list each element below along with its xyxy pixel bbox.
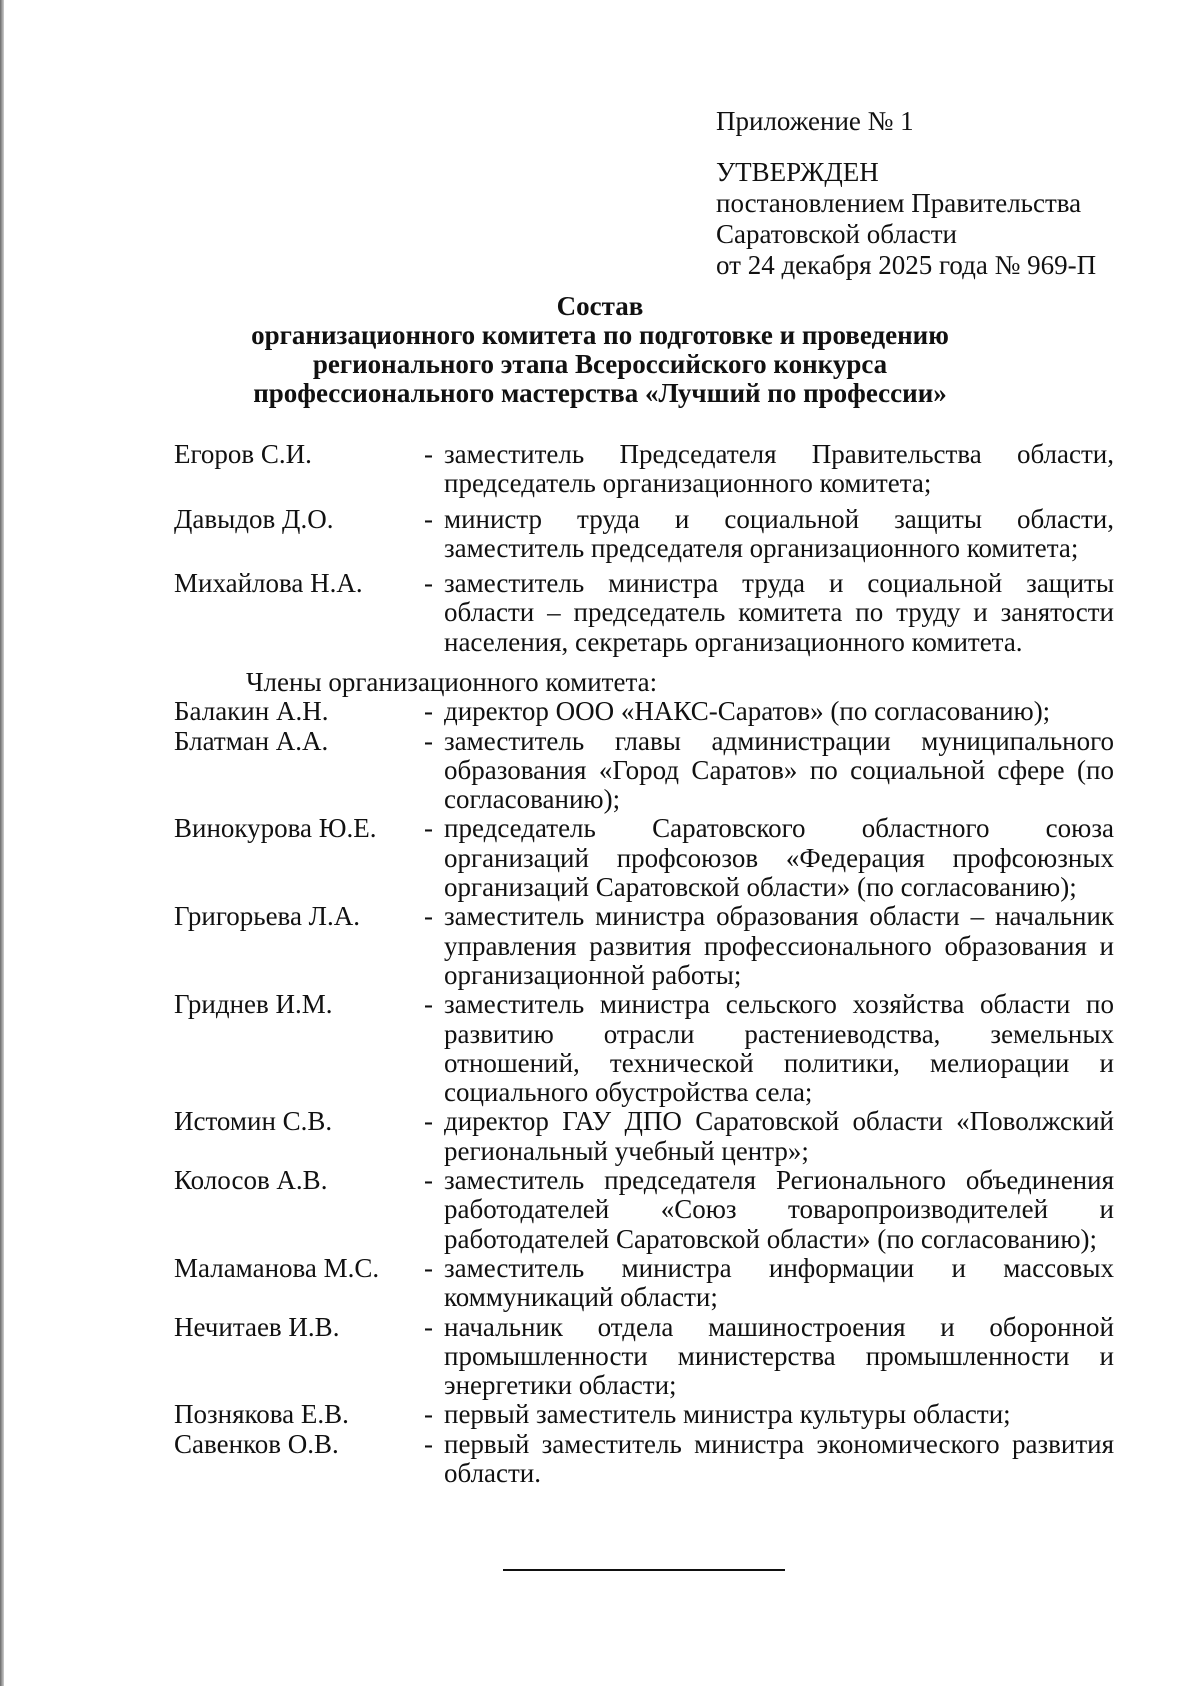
member-name: Винокурова Ю.Е.	[174, 813, 377, 844]
member-dash: -	[424, 1311, 433, 1342]
end-separator-line	[503, 1569, 785, 1571]
member-role: заместитель министра информации и массовых коммуникаций области;	[444, 1252, 1114, 1313]
member-name: Истомин С.В.	[174, 1106, 333, 1137]
member-name: Савенков О.В.	[174, 1428, 339, 1459]
member-role: первый заместитель министра экономического развития области.	[444, 1428, 1114, 1489]
member-role: председатель Саратовского областного союза организаций профсоюзов «Федерация профсоюзных организаций Саратовской области» (по согласованию);	[444, 813, 1114, 903]
member-role: директор ООО «НАКС-Саратов» (по согласованию);	[444, 696, 1051, 727]
title-line-3: регионального этапа Всероссийского конкурса	[312, 349, 888, 379]
member-dash: -	[424, 1252, 433, 1283]
member-dash: -	[424, 725, 433, 756]
member-dash: -	[424, 1106, 433, 1137]
member-dash: -	[424, 1165, 433, 1196]
member-dash: -	[424, 696, 433, 727]
member-role: начальник отдела машиностроения и оборонной промышленности министерства промышленности и энергетики области;	[444, 1311, 1114, 1401]
member-dash: -	[424, 901, 433, 932]
member-row	[174, 990, 1114, 1107]
member-name: Колосов А.В.	[174, 1165, 328, 1196]
member-role: заместитель министра сельского хозяйства области по развитию отрасли растениеводства, земельных отношений, технической политики, мелиорации и социального обустройства села;	[444, 989, 1114, 1108]
member-role: первый заместитель министра культуры области;	[444, 1399, 1011, 1430]
document-title	[160, 292, 1040, 408]
approval-date-line: от 24 декабря 2025 года № 969-П	[716, 250, 1097, 280]
member-name: Блатман А.А.	[174, 725, 329, 756]
approval-block	[716, 106, 1096, 281]
member-role: директор ГАУ ДПО Саратовской области «Поволжский региональный учебный центр»;	[444, 1106, 1114, 1166]
member-name: Давыдов Д.О.	[174, 503, 334, 534]
annex-label: Приложение № 1	[716, 106, 914, 136]
approved-by-line-2: Саратовской области	[716, 219, 957, 249]
member-row	[174, 1107, 1114, 1166]
member-row	[174, 814, 1114, 902]
member-role: заместитель главы администрации муниципального образования «Город Саратов» по социальной сфере (по согласованию);	[444, 725, 1114, 815]
member-name: Григорьева Л.А.	[174, 901, 360, 932]
leader-row	[174, 569, 1114, 657]
member-role: заместитель председателя Регионального объединения работодателей «Союз товаропроизводителей и работодателей Саратовской области» (по согласованию);	[444, 1165, 1114, 1254]
member-row	[174, 1400, 1114, 1429]
member-row	[174, 902, 1114, 990]
member-name: Егоров С.И.	[174, 439, 312, 469]
leader-row	[174, 505, 1114, 564]
title-line-4: профессионального мастерства «Лучший по профессии»	[253, 378, 947, 408]
member-row	[174, 727, 1114, 815]
member-row	[174, 1166, 1114, 1254]
member-dash: -	[424, 1428, 433, 1459]
approved-label: УТВЕРЖДЕН	[716, 157, 879, 187]
member-dash: -	[424, 813, 433, 844]
member-row	[174, 1313, 1114, 1401]
member-dash: -	[424, 503, 433, 534]
member-name: Маламанова М.С.	[174, 1252, 380, 1283]
member-role: заместитель Председателя Правительства области, председатель организационного комитета;	[444, 439, 1114, 499]
member-name: Балакин А.Н.	[174, 696, 329, 727]
member-role: министр труда и социальной защиты области, заместитель председателя организационного комитета;	[444, 503, 1114, 563]
member-dash: -	[424, 989, 433, 1020]
member-name: Гриднев И.М.	[174, 989, 333, 1020]
members-heading: Члены организационного комитета:	[246, 667, 658, 697]
member-row	[174, 697, 1114, 726]
member-row	[174, 1254, 1114, 1313]
member-row	[174, 1430, 1114, 1489]
scan-edge	[0, 0, 4, 1686]
member-name: Нечитаев И.В.	[174, 1311, 340, 1342]
member-dash: -	[424, 568, 433, 599]
title-line-1: Состав	[556, 291, 644, 321]
member-dash: -	[424, 439, 433, 469]
member-role: заместитель министра образования области – начальник управления развития профессионального образования и организационной работы;	[444, 901, 1114, 990]
leaders-list	[174, 440, 1114, 663]
member-name: Михайлова Н.А.	[174, 568, 363, 599]
approved-by-line-1: постановлением Правительства	[716, 188, 1082, 218]
members-list	[174, 668, 1114, 1488]
member-dash: -	[424, 1399, 433, 1430]
title-line-2: организационного комитета по подготовке и проведению	[251, 320, 949, 350]
member-name: Познякова Е.В.	[174, 1399, 349, 1430]
member-role: заместитель министра труда и социальной защиты области – председатель комитета по труду и занятости населения, секретарь организационного комитета.	[444, 568, 1114, 657]
leader-row	[174, 440, 1114, 499]
